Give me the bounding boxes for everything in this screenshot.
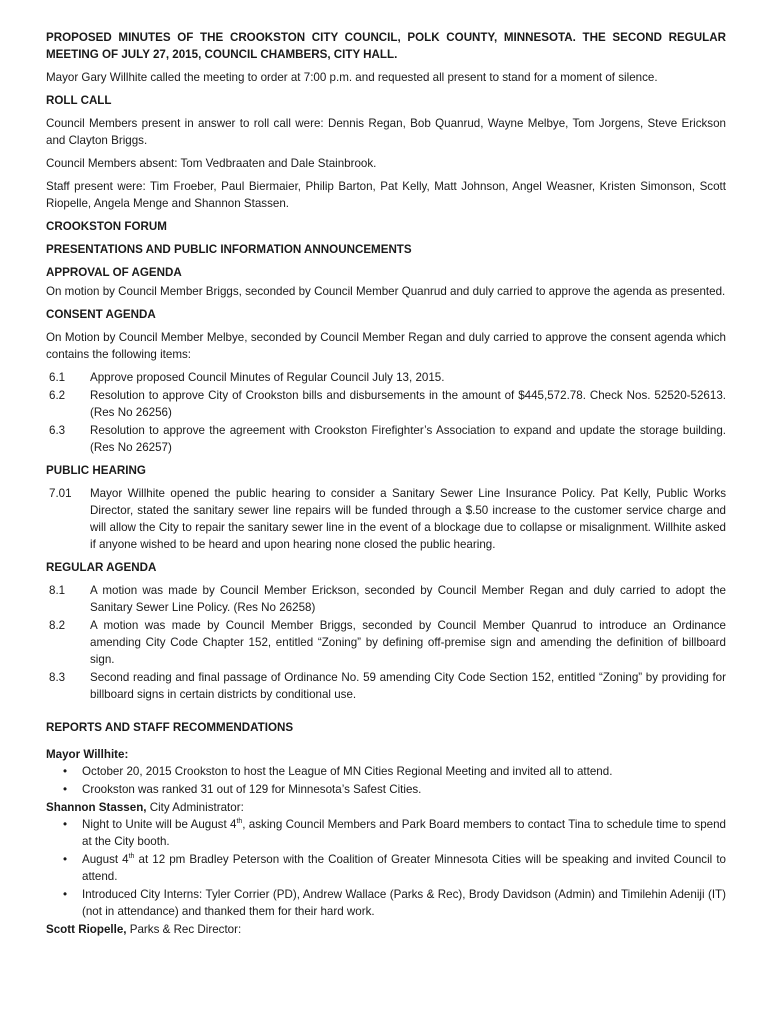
presentations-heading: PRESENTATIONS AND PUBLIC INFORMATION ANNOUNCEMENTS: [46, 243, 412, 256]
regular-agenda-items: [46, 582, 726, 703]
regular-agenda-heading: REGULAR AGENDA: [46, 561, 157, 574]
list-item: [46, 781, 726, 798]
item-number: 8.1: [49, 584, 66, 597]
mayor-name: Mayor Willhite:: [46, 748, 129, 761]
bullet-text-start: Night to Unite will be August 4: [82, 818, 237, 831]
consent-text: On Motion by Council Member Melbye, seconded by Council Member Regan and duly carried to approve the consent agenda which contains the following items:: [46, 331, 726, 361]
item-number: 6.1: [49, 371, 66, 384]
approval-heading: APPROVAL OF AGENDA: [46, 266, 182, 279]
riopelle-name: Scott Riopelle,: [46, 923, 127, 936]
consent-items: [46, 369, 726, 456]
list-item: [46, 816, 726, 850]
reports-heading: REPORTS AND STAFF RECOMMENDATIONS: [46, 721, 294, 734]
list-item: [46, 387, 726, 421]
list-item: [46, 669, 726, 703]
list-item: [46, 582, 726, 616]
list-item: [46, 485, 726, 553]
stassen-role: City Administrator:: [146, 801, 244, 814]
item-text: A motion was made by Council Member Briggs, seconded by Council Member Quanrud to introduce an Ordinance amending City Code Chapter 152, entitled “Zoning” by defining off-premise sign and amending the definition of billboard sign.: [90, 619, 726, 666]
item-text: A motion was made by Council Member Erickson, seconded by Council Member Regan and duly carried to adopt the Sanitary Sewer Line Policy. (Res No 26258): [90, 584, 726, 614]
bullet-text: Crookston was ranked 31 out of 129 for Minnesota’s Safest Cities.: [82, 783, 422, 796]
document-title: PROPOSED MINUTES OF THE CROOKSTON CITY COUNCIL, POLK COUNTY, MINNESOTA. THE SECOND REGULAR MEETING OF JULY 27, 2015, COUNCIL CHAMBERS, CITY HALL.: [46, 31, 726, 61]
mayor-report-label: [46, 746, 726, 763]
list-item: [46, 422, 726, 456]
stassen-report-label: [46, 799, 726, 816]
item-text: Second reading and final passage of Ordinance No. 59 amending City Code Section 152, entitled “Zoning” by providing for billboard signs in certain districts by conditional use.: [90, 671, 726, 701]
minutes-page: [46, 29, 726, 938]
intro-paragraph: Mayor Gary Willhite called the meeting to order at 7:00 p.m. and requested all present to stand for a moment of silence.: [46, 71, 658, 84]
approval-text: On motion by Council Member Briggs, seconded by Council Member Quanrud and duly carried to approve the agenda as presented.: [46, 285, 726, 298]
forum-heading: CROOKSTON FORUM: [46, 220, 167, 233]
bullet-icon: •: [62, 853, 68, 866]
bullet-text-end: at 12 pm Bradley Peterson with the Coalition of Greater Minnesota Cities will be speaking and invited Council to attend.: [82, 853, 726, 883]
item-text: Resolution to approve City of Crookston bills and disbursements in the amount of $445,572.78. Check Nos. 52520-52613. (Res No 26256): [90, 389, 726, 419]
bullet-icon: •: [62, 783, 68, 796]
roll-call-absent: Council Members absent: Tom Vedbraaten and Dale Stainbrook.: [46, 157, 377, 170]
list-item: [46, 369, 726, 386]
item-number: 8.3: [49, 671, 66, 684]
section-spacer: [46, 709, 726, 719]
riopelle-role: Parks & Rec Director:: [126, 923, 242, 936]
consent-heading: CONSENT AGENDA: [46, 308, 156, 321]
bullet-icon: •: [62, 888, 68, 901]
stassen-bullets: [46, 816, 726, 920]
item-number: 7.01: [49, 487, 72, 500]
item-text: Mayor Willhite opened the public hearing to consider a Sanitary Sewer Line Insurance Policy. Pat Kelly, Public Works Director, stated the sanitary sewer line repairs will be funded through a $.50 increase to the customer service charge and will allow the City to repair the sanitary sewer line in the event of a blockage due to collapse or misalignment. Willhite asked if anyone wished to be heard and upon hearing none closed the public hearing.: [90, 487, 726, 551]
list-item: [46, 851, 726, 885]
bullet-text: October 20, 2015 Crookston to host the League of MN Cities Regional Meeting and invited all to attend.: [82, 765, 613, 778]
bullet-text: Introduced City Interns: Tyler Corrier (PD), Andrew Wallace (Parks & Rec), Brody Davidson (Admin) and Timilehin Adeniji (IT) (not in attendance) and thanked them for their hard work.: [82, 888, 726, 918]
list-item: [46, 886, 726, 920]
list-item: [46, 617, 726, 668]
public-hearing-items: [46, 485, 726, 553]
bullet-icon: •: [62, 818, 68, 831]
ordinal-suffix: th: [128, 853, 135, 861]
bullet-text: [82, 816, 726, 850]
item-text: Resolution to approve the agreement with Crookston Firefighter’s Association to expand and update the storage building. (Res No 26257): [90, 424, 726, 454]
bullet-text: [82, 851, 726, 885]
item-number: 6.3: [49, 424, 66, 437]
mayor-bullets: [46, 763, 726, 798]
item-number: 6.2: [49, 389, 66, 402]
ordinal-suffix: th: [236, 818, 243, 826]
roll-call-present: Council Members present in answer to roll call were: Dennis Regan, Bob Quanrud, Wayne Melbye, Tom Jorgens, Steve Erickson and Clayton Briggs.: [46, 117, 726, 147]
public-hearing-heading: PUBLIC HEARING: [46, 464, 146, 477]
item-text: Approve proposed Council Minutes of Regular Council July 13, 2015.: [90, 371, 445, 384]
list-item: [46, 763, 726, 780]
bullet-icon: •: [62, 765, 68, 778]
bullet-text-start: August 4: [82, 853, 129, 866]
riopelle-report-label: [46, 921, 726, 938]
roll-call-heading: ROLL CALL: [46, 94, 112, 107]
stassen-name: Shannon Stassen,: [46, 801, 147, 814]
bullet-text-end: , asking Council Members and Park Board members to contact Tina to schedule time to spend at the City booth.: [82, 818, 727, 848]
roll-call-staff: Staff present were: Tim Froeber, Paul Biermaier, Philip Barton, Pat Kelly, Matt Johnson, Angel Weasner, Kristen Simonson, Scott Riopelle, Angela Menge and Shannon Stassen.: [46, 180, 726, 210]
item-number: 8.2: [49, 619, 66, 632]
